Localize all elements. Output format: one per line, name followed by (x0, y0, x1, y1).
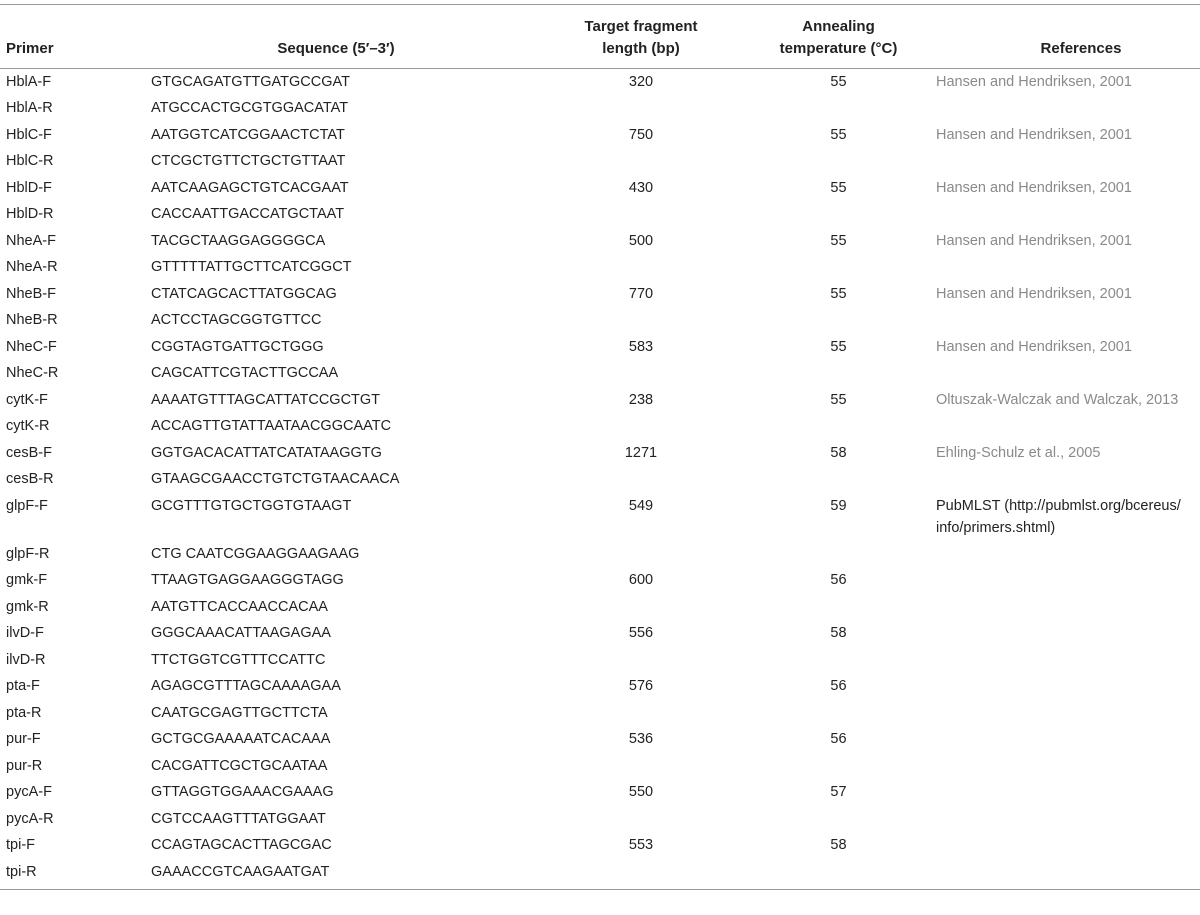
cell-sequence: CACGATTCGCTGCAATAA (151, 757, 328, 774)
cell-primer: NheA-R (6, 259, 58, 275)
cell-primer: pta-F (6, 678, 40, 694)
cell-length (541, 254, 741, 281)
cell-reference: Oltuszak-Walczak and Walczak, 2013 (936, 391, 1179, 408)
cell-length (541, 700, 741, 727)
table-row (0, 148, 1200, 175)
cell-primer: NheC-F (6, 338, 57, 355)
cell-sequence: CACCAATTGACCATGCTAAT (151, 206, 345, 222)
cell-temperature: 58 (830, 837, 847, 853)
cell-length (541, 95, 741, 122)
table-row (0, 647, 1200, 674)
table-row (0, 254, 1200, 281)
cell-reference (936, 673, 1200, 700)
cell-temperature: 57 (830, 784, 847, 800)
cell-primer: cytK-R (6, 418, 50, 434)
cell-length: 770 (628, 285, 654, 302)
cell-primer: ilvD-F (6, 625, 44, 641)
cell-reference (936, 726, 1200, 753)
cell-reference (936, 779, 1200, 806)
cell-primer: HblA-R (6, 100, 53, 116)
cell-primer: gmk-F (6, 572, 48, 588)
header-annealing (741, 5, 936, 69)
cell-reference (936, 201, 1200, 228)
cell-reference (936, 466, 1200, 493)
cell-primer: glpF-F (6, 497, 48, 514)
cell-reference-line2: info/primers.shtml) (936, 519, 1056, 536)
table-row (0, 493, 1200, 541)
cell-reference (936, 647, 1200, 674)
cell-length: 536 (628, 731, 654, 747)
cell-reference: Hansen and Hendriksen, 2001 (936, 338, 1132, 355)
cell-reference: Hansen and Hendriksen, 2001 (936, 74, 1132, 90)
table-body (0, 69, 1200, 890)
cell-sequence: GCGTTTGTGCTGGTGTAAGT (151, 497, 352, 514)
cell-length (541, 753, 741, 780)
cell-temperature (741, 360, 936, 387)
table-row (0, 594, 1200, 621)
header-primer: Primer (0, 5, 151, 69)
cell-sequence: GTTTTTATTGCTTCATCGGCT (151, 259, 352, 275)
table-row (0, 69, 1200, 96)
cell-reference (936, 254, 1200, 281)
cell-reference (936, 413, 1200, 440)
cell-primer: NheB-F (6, 285, 56, 302)
cell-primer: pycA-F (6, 784, 52, 800)
cell-temperature: 55 (830, 179, 847, 196)
cell-primer: HblA-F (6, 74, 52, 90)
cell-sequence: TACGCTAAGGAGGGGCA (151, 232, 326, 249)
cell-length (541, 541, 741, 568)
cell-length: 549 (628, 497, 654, 514)
cell-sequence: GAAACCGTCAAGAATGAT (151, 859, 541, 890)
header-length-line1: Target fragment (584, 18, 698, 35)
table-header (0, 5, 1200, 69)
cell-primer: ilvD-R (6, 651, 46, 668)
cell-sequence: AATGGTCATCGGAACTCTAT (151, 126, 345, 143)
cell-length (541, 594, 741, 621)
cell-primer: glpF-R (6, 545, 50, 562)
cell-sequence: CTATCAGCACTTATGGCAG (151, 285, 337, 302)
cell-length: 500 (628, 232, 654, 249)
cell-sequence: AATCAAGAGCTGTCACGAAT (151, 179, 349, 196)
table-row (0, 387, 1200, 414)
cell-reference (936, 307, 1200, 334)
cell-reference (936, 360, 1200, 387)
cell-length: 430 (628, 179, 654, 196)
cell-length (541, 201, 741, 228)
cell-temperature: 58 (830, 625, 847, 641)
cell-reference: Hansen and Hendriksen, 2001 (936, 179, 1132, 196)
cell-sequence: CTG CAATCGGAAGGAAGAAG (151, 545, 360, 562)
cell-primer: cesB-R (6, 471, 54, 487)
cell-temperature (741, 254, 936, 281)
cell-reference (936, 753, 1200, 780)
cell-sequence: TTCTGGTCGTTTCCATTC (151, 651, 326, 668)
cell-sequence: GTGCAGATGTTGATGCCGAT (151, 74, 350, 90)
table-row (0, 832, 1200, 859)
cell-length (541, 413, 741, 440)
cell-primer: cesB-F (6, 444, 52, 461)
cell-length (541, 859, 741, 890)
cell-sequence: AAAATGTTTAGCATTATCCGCTGT (151, 391, 381, 408)
cell-temperature: 55 (830, 391, 847, 408)
table-row (0, 673, 1200, 700)
header-length-line2: length (bp) (602, 40, 680, 57)
table-row (0, 466, 1200, 493)
cell-reference: Hansen and Hendriksen, 2001 (936, 126, 1132, 143)
cell-temperature (741, 700, 936, 727)
header-row (0, 5, 1200, 69)
cell-reference: Ehling-Schulz et al., 2005 (936, 444, 1101, 461)
table-row (0, 307, 1200, 334)
table-row (0, 567, 1200, 594)
cell-temperature: 56 (830, 678, 847, 694)
cell-sequence: CGGTAGTGATTGCTGGG (151, 338, 324, 355)
cell-primer: tpi-R (0, 859, 151, 890)
table-row (0, 753, 1200, 780)
cell-sequence: CTCGCTGTTCTGCTGTTAAT (151, 153, 346, 169)
cell-temperature (741, 806, 936, 833)
cell-temperature (741, 466, 936, 493)
cell-length: 553 (628, 837, 654, 853)
cell-sequence: ACCAGTTGTATTAATAACGGCAATC (151, 418, 392, 434)
cell-reference (936, 859, 1200, 890)
cell-primer: NheC-R (6, 365, 59, 381)
cell-reference (936, 95, 1200, 122)
cell-temperature: 55 (830, 338, 847, 355)
table-row (0, 779, 1200, 806)
cell-reference: Hansen and Hendriksen, 2001 (936, 232, 1132, 249)
table-row (0, 700, 1200, 727)
table-row (0, 620, 1200, 647)
cell-reference (936, 806, 1200, 833)
cell-temperature: 55 (830, 285, 847, 302)
cell-temperature: 56 (830, 572, 847, 588)
cell-primer: cytK-F (6, 391, 48, 408)
cell-reference-line1: PubMLST (http://pubmlst.org/bcereus/ (936, 497, 1181, 514)
header-length (541, 5, 741, 69)
cell-primer: tpi-F (6, 837, 35, 853)
cell-reference (936, 148, 1200, 175)
cell-primer: HblC-R (6, 153, 54, 169)
cell-reference: Hansen and Hendriksen, 2001 (936, 285, 1132, 302)
cell-sequence: CAATGCGAGTTGCTTCTA (151, 704, 328, 721)
cell-sequence: GCTGCGAAAAATCACAAA (151, 731, 331, 747)
cell-primer: HblC-F (6, 126, 52, 143)
cell-temperature (741, 413, 936, 440)
primer-table (0, 4, 1200, 890)
cell-length (541, 360, 741, 387)
cell-length (541, 466, 741, 493)
cell-sequence: GGGCAAACATTAAGAGAA (151, 625, 331, 641)
cell-length: 1271 (624, 444, 658, 461)
cell-primer: HblD-F (6, 179, 52, 196)
cell-length: 600 (628, 572, 654, 588)
cell-primer: NheA-F (6, 232, 56, 249)
cell-length: 320 (628, 74, 654, 90)
table-row (0, 201, 1200, 228)
table-row (0, 360, 1200, 387)
header-sequence: Sequence (5′–3′) (151, 5, 541, 69)
cell-reference (936, 832, 1200, 859)
cell-sequence: ATGCCACTGCGTGGACATAT (151, 100, 349, 116)
header-references: References (936, 5, 1200, 69)
cell-length: 550 (628, 784, 654, 800)
table-row (0, 413, 1200, 440)
table-row (0, 806, 1200, 833)
table-row (0, 228, 1200, 255)
cell-primer: NheB-R (6, 312, 58, 328)
cell-length (541, 806, 741, 833)
cell-temperature (741, 95, 936, 122)
cell-reference (936, 620, 1200, 647)
cell-temperature (741, 753, 936, 780)
cell-length: 238 (628, 391, 654, 408)
table-row (0, 440, 1200, 467)
header-annealing-line2: temperature (°C) (779, 40, 898, 57)
table-row (0, 122, 1200, 149)
cell-sequence: GTTAGGTGGAAACGAAAG (151, 784, 334, 800)
cell-length: 583 (628, 338, 654, 355)
cell-temperature (741, 541, 936, 568)
table-row (0, 281, 1200, 308)
cell-sequence: GGTGACACATTATCATATAAGGTG (151, 444, 382, 461)
cell-temperature (741, 647, 936, 674)
cell-reference (936, 567, 1200, 594)
cell-primer: pta-R (6, 704, 42, 721)
cell-primer: pur-F (6, 731, 41, 747)
cell-sequence: GTAAGCGAACCTGTCTGTAACAACA (151, 471, 400, 487)
cell-temperature (741, 148, 936, 175)
cell-primer: pur-R (6, 757, 43, 774)
cell-length: 576 (628, 678, 654, 694)
cell-primer: HblD-R (6, 206, 54, 222)
cell-temperature (741, 201, 936, 228)
cell-reference (936, 594, 1200, 621)
cell-sequence: CGTCCAAGTTTATGGAAT (151, 810, 326, 827)
cell-temperature: 55 (830, 126, 847, 143)
cell-sequence: TTAAGTGAGGAAGGGTAGG (151, 572, 344, 588)
cell-length (541, 307, 741, 334)
cell-temperature (741, 307, 936, 334)
table-row (0, 859, 1200, 890)
cell-temperature (741, 859, 936, 890)
cell-sequence: CAGCATTCGTACTTGCCAA (151, 365, 339, 381)
cell-sequence: AATGTTCACCAACCACAA (151, 598, 328, 615)
cell-reference (936, 541, 1200, 568)
cell-temperature: 59 (830, 497, 847, 514)
cell-sequence: CCAGTAGCACTTAGCGAC (151, 837, 332, 853)
cell-length: 556 (628, 625, 654, 641)
cell-sequence: AGAGCGTTTAGCAAAAGAA (151, 678, 341, 694)
table-row (0, 334, 1200, 361)
table-row (0, 726, 1200, 753)
table-row (0, 175, 1200, 202)
cell-reference (936, 700, 1200, 727)
cell-sequence: ACTCCTAGCGGTGTTCC (151, 312, 322, 328)
table-row (0, 95, 1200, 122)
cell-primer: pycA-R (6, 810, 54, 827)
cell-temperature (741, 594, 936, 621)
table-row (0, 541, 1200, 568)
cell-temperature: 56 (830, 731, 847, 747)
header-annealing-line1: Annealing (802, 18, 875, 35)
cell-length (541, 647, 741, 674)
cell-temperature: 55 (830, 74, 847, 90)
cell-length: 750 (628, 126, 654, 143)
cell-temperature: 58 (830, 444, 847, 461)
cell-reference (936, 493, 1200, 541)
cell-primer: gmk-R (6, 598, 49, 615)
cell-length (541, 148, 741, 175)
cell-temperature: 55 (830, 232, 847, 249)
